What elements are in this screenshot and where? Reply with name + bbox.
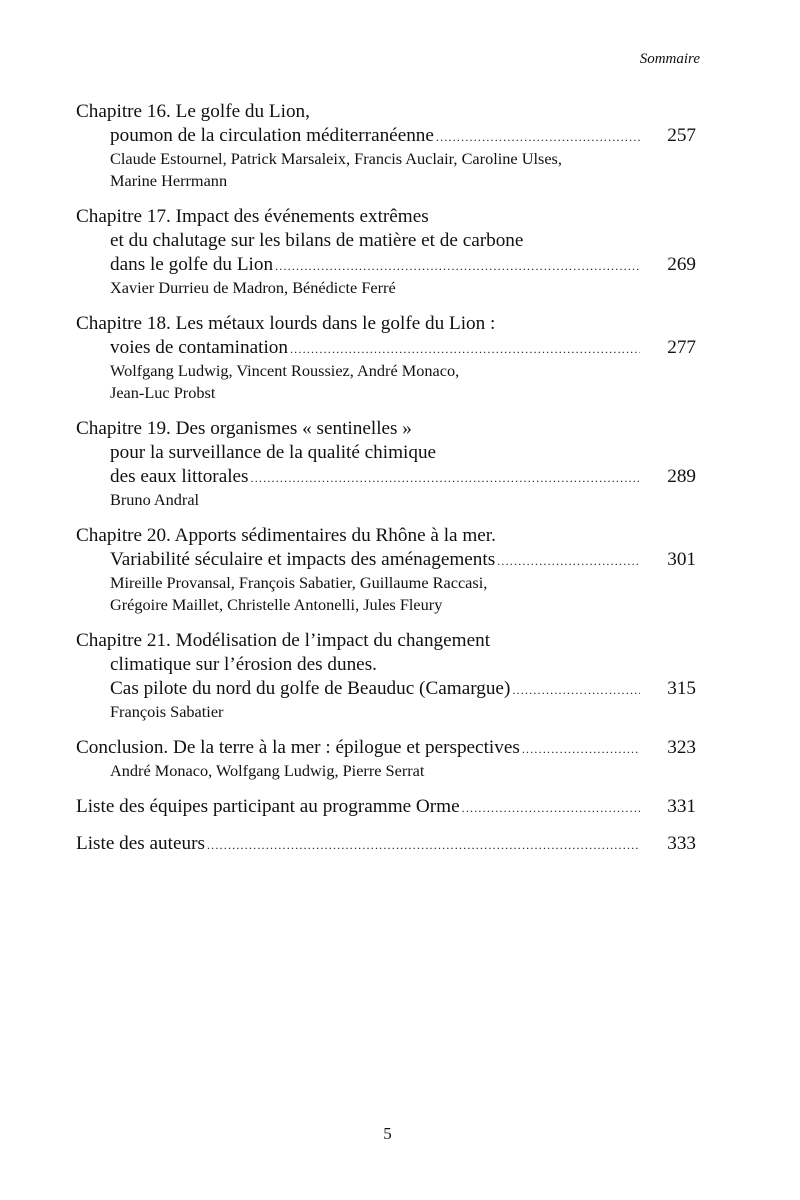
toc-page-number: 289 xyxy=(667,466,696,487)
toc-page-number: 257 xyxy=(667,125,696,146)
toc-entry-title-line: Chapitre 20. Apports sédimentaires du Rhône à la mer. xyxy=(76,525,496,546)
dot-leader xyxy=(251,466,640,490)
toc-entry-authors: André Monaco, Wolfgang Ludwig, Pierre Serrat xyxy=(110,761,425,780)
toc-entry-authors: François Sabatier xyxy=(110,702,224,721)
toc-entry-authors: Marine Herrmann xyxy=(110,171,228,190)
toc-entry-title-line: Liste des auteurs xyxy=(76,833,205,854)
toc-entry-final-line xyxy=(76,795,696,819)
dot-leader xyxy=(436,125,640,149)
dot-leader xyxy=(522,737,640,761)
toc-entry xyxy=(76,629,696,723)
toc-entry xyxy=(76,736,696,782)
toc-entry xyxy=(76,312,696,404)
toc-entry-title-line: Chapitre 17. Impact des événements extrêmes xyxy=(76,206,429,227)
toc-entry-title-line: pour la surveillance de la qualité chimique xyxy=(110,442,437,463)
toc-page-number: 277 xyxy=(667,337,696,358)
toc-entry-title-line: poumon de la circulation méditerranéenne xyxy=(110,125,434,146)
toc-entry-final-line xyxy=(76,736,696,760)
toc-page-number: 331 xyxy=(667,796,696,817)
toc-entry-authors: Xavier Durrieu de Madron, Bénédicte Ferré xyxy=(110,278,396,297)
dot-leader xyxy=(207,833,640,857)
toc-page-number: 269 xyxy=(667,254,696,275)
toc-entry xyxy=(76,100,696,192)
toc-entry-final-line xyxy=(76,336,696,360)
toc-entry-final-line xyxy=(76,465,696,489)
toc-entry-final-line xyxy=(76,548,696,572)
toc-page-number: 301 xyxy=(667,549,696,570)
toc-entry-title-line: des eaux littorales xyxy=(110,466,249,487)
toc-entry-final-line xyxy=(76,253,696,277)
toc-entry-title-line: Liste des équipes participant au programme Orme xyxy=(76,796,460,817)
toc-entry xyxy=(76,795,696,819)
page-number: 5 xyxy=(383,1124,392,1143)
toc-entry-authors: Jean-Luc Probst xyxy=(110,383,216,402)
toc-entry-final-line xyxy=(76,677,696,701)
toc-entry-title-line: Chapitre 19. Des organismes « sentinelles » xyxy=(76,418,412,439)
toc-entry-final-line xyxy=(76,124,696,148)
dot-leader xyxy=(462,796,640,820)
toc-entry-title-line: Chapitre 18. Les métaux lourds dans le golfe du Lion : xyxy=(76,313,496,334)
toc-entry-title-line: Chapitre 16. Le golfe du Lion, xyxy=(76,101,310,122)
toc-entry-title-line: Conclusion. De la terre à la mer : épilogue et perspectives xyxy=(76,737,520,758)
toc-entry-title-line: Cas pilote du nord du golfe de Beauduc (Camargue) xyxy=(110,678,511,699)
running-header-title: Sommaire xyxy=(639,51,700,67)
toc-entry-authors: Bruno Andral xyxy=(110,490,200,509)
toc-entry-final-line xyxy=(76,832,696,856)
toc-page-number: 333 xyxy=(667,833,696,854)
toc-entry-title-line: Variabilité séculaire et impacts des aménagements xyxy=(110,549,496,570)
toc-entry-authors: Mireille Provansal, François Sabatier, Guillaume Raccasi, xyxy=(110,573,488,592)
toc-entry-authors: Claude Estournel, Patrick Marsaleix, Francis Auclair, Caroline Ulses, xyxy=(110,149,562,168)
toc-entry-title-line: dans le golfe du Lion xyxy=(110,254,274,275)
toc-page-number: 323 xyxy=(667,737,696,758)
toc-entry xyxy=(76,832,696,856)
toc-entry xyxy=(76,205,696,299)
toc-entry-title-line: climatique sur l’érosion des dunes. xyxy=(110,654,377,675)
toc-entry-title-line: voies de contamination xyxy=(110,337,288,358)
toc-entry-title-line: et du chalutage sur les bilans de matière et de carbone xyxy=(110,230,524,251)
toc-page-number: 315 xyxy=(667,678,696,699)
toc-entry-title-line: Chapitre 21. Modélisation de l’impact du changement xyxy=(76,630,491,651)
dot-leader xyxy=(290,337,640,361)
dot-leader xyxy=(275,254,640,278)
table-of-contents xyxy=(76,100,696,869)
toc-entry xyxy=(76,524,696,616)
toc-entry-authors: Wolfgang Ludwig, Vincent Roussiez, André Monaco, xyxy=(110,361,460,380)
toc-entry-authors: Grégoire Maillet, Christelle Antonelli, Jules Fleury xyxy=(110,595,443,614)
dot-leader xyxy=(512,678,640,702)
toc-entry xyxy=(76,417,696,511)
dot-leader xyxy=(497,549,640,573)
